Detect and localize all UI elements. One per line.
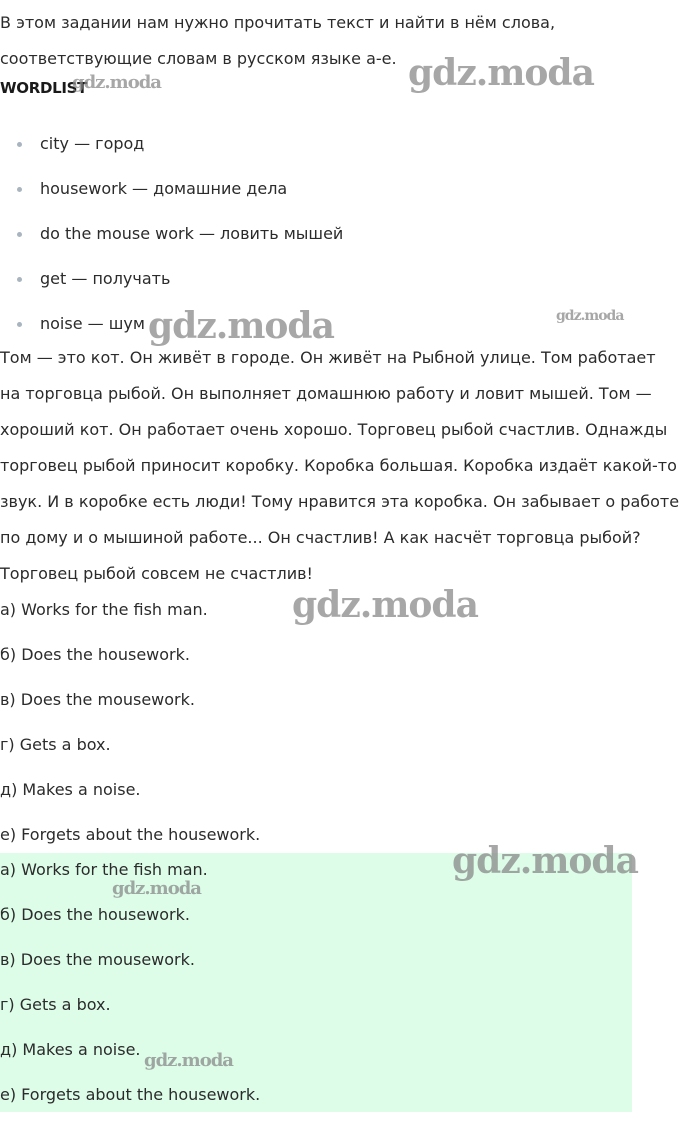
- answer-item: е) Forgets about the housework.: [0, 1085, 261, 1104]
- list-item: [0, 211, 343, 256]
- bullet-icon: [17, 232, 22, 237]
- list-item: [0, 166, 343, 211]
- story-text: Том — это кот. Он живёт в городе. Он живёт на Рыбной улице. Том работает на торговца рыбой. Он выполняет домашнюю работу и ловит мышей. Том — хороший кот. Он работает очень хорошо. Торговец рыбой счастлив. Однажды торговец рыбой приносит коробку. Коробка большая. Коробка издаёт какой-то звук. И в коробке есть люди! Тому нравится эта коробка. Он забывает о работе по дому и о мышиной работе... Он счастлив! А как насчёт торговца рыбой? Торговец рыбой совсем не счастлив!: [0, 348, 680, 583]
- bullet-icon: [17, 142, 22, 147]
- watermark: gdz.moda: [112, 878, 201, 899]
- answer-item: б) Does the housework.: [0, 905, 190, 924]
- watermark: gdz.moda: [452, 840, 638, 882]
- option-item: г) Gets a box.: [0, 735, 111, 754]
- list-item: [0, 121, 343, 166]
- watermark: gdz.moda: [408, 52, 594, 94]
- answer-item: в) Does the mousework.: [0, 950, 195, 969]
- answer-item: г) Gets a box.: [0, 995, 111, 1014]
- option-item: е) Forgets about the housework.: [0, 825, 261, 844]
- answer-item: д) Makes a noise.: [0, 1040, 141, 1059]
- option-item: д) Makes a noise.: [0, 780, 141, 799]
- watermark: gdz.moda: [144, 1050, 233, 1071]
- wordlist-entry: housework — домашние дела: [40, 179, 288, 198]
- wordlist-entry: do the mouse work — ловить мышей: [40, 224, 344, 243]
- option-item: б) Does the housework.: [0, 645, 190, 664]
- list-item: [0, 256, 343, 301]
- wordlist-entry: noise — шум: [40, 314, 145, 333]
- watermark: gdz.moda: [556, 308, 624, 324]
- wordlist-heading: WORDLIST: [0, 79, 88, 97]
- wordlist-entry: get — получать: [40, 269, 171, 288]
- options-list: [0, 587, 260, 857]
- bullet-icon: [17, 187, 22, 192]
- bullet-icon: [17, 322, 22, 327]
- option-item: а) Works for the fish man.: [0, 600, 208, 619]
- watermark: gdz.moda: [148, 305, 334, 347]
- answer-item: а) Works for the fish man.: [0, 860, 208, 879]
- wordlist-entry: city — город: [40, 134, 145, 153]
- watermark: gdz.moda: [292, 584, 478, 626]
- watermark: gdz.moda: [72, 72, 161, 93]
- bullet-icon: [17, 277, 22, 282]
- option-item: в) Does the mousework.: [0, 690, 195, 709]
- intro-text: В этом задании нам нужно прочитать текст и найти в нём слова, соответствующие словам в русском языке а-е.: [0, 13, 556, 68]
